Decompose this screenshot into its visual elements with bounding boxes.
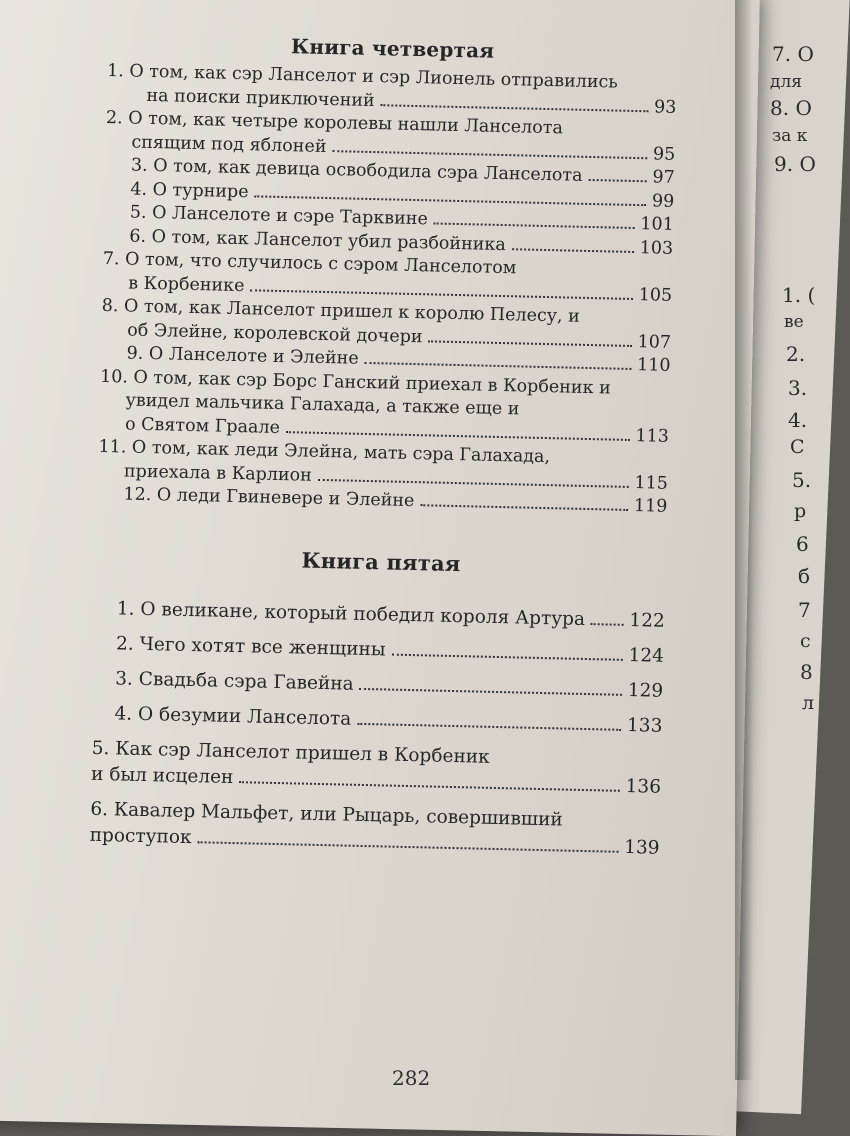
leader-dots [357,721,621,730]
toc-page-number: 105 [638,284,673,306]
toc-entry-title: 2. О том, как четыре королевы нашли Ланселота [105,107,564,139]
toc-entry-title-cont: увидел мальчика Галахада, а также еще и [125,390,520,420]
leader-dots [434,221,635,229]
toc-entry-title: 4. О турнире [130,179,249,202]
toc-entry-title: 5. О Ланселоте и сэре Тарквине [129,202,429,230]
right-fragment: 4. [788,408,808,432]
toc-entry-title: 9. О Ланселоте и Элейне [126,343,359,369]
toc-entry-title: 7. О том, что случилось с сэром Ланселотом [102,248,517,279]
toc-entry-title: 11. О том, как леди Элейна, мать сэра Галахада, [98,436,551,468]
right-fragment: 8. О [770,96,812,120]
leader-dots [591,622,623,626]
right-fragment: 8 [800,660,813,684]
toc-entry-title: 6. Кавалер Мальфет, или Рыцарь, совершивший [90,798,563,831]
leader-dots [332,149,647,159]
toc-entry [91,735,662,800]
right-fragment: 2. [786,342,806,366]
leader-dots [250,288,632,300]
right-fragment: 6 [796,532,809,556]
toc-entry-title: 10. О том, как сэр Борс Ганский приехал в Корбеник и [99,366,611,398]
toc-entry-title: 12. О леди Гвиневере и Элейне [123,484,415,512]
toc-entry-title-cont: спящим под яблоней [131,132,327,157]
leader-dots [239,780,619,792]
leader-dots [255,194,646,206]
toc-entry [99,365,670,448]
right-fragment: л [802,692,815,714]
toc-page-number: 103 [639,237,674,259]
toc-page-number: 124 [628,644,665,667]
right-fragment: с [800,630,811,652]
toc-page-number: 101 [640,214,674,235]
toc-entry-title: 3. О том, как девица освободила сэра Ланселота [130,155,583,186]
toc-entry-title-cont: об Элейне, королевской дочери [126,320,423,347]
right-fragment: за к [772,126,808,146]
toc-entry-title: 6. О том, как Ланселот убил разбойника [129,226,507,255]
toc-page-number: 133 [626,714,663,737]
right-fragment: 7 [798,598,811,622]
leader-dots [381,103,648,112]
toc-entry-title: 2. Чего хотят все женщины [115,632,386,660]
leader-dots [365,361,632,370]
toc-entry-title: 8. О том, как Ланселот пришел к королю Пелесу, и [101,295,581,327]
toc-page-number: 129 [627,679,664,702]
table-of-contents [89,30,678,870]
leader-dots [286,430,630,441]
right-fragment: для [770,72,802,92]
right-fragment: ве [784,312,804,332]
right-fragment: р [794,500,807,522]
toc-page-number: 119 [633,496,668,517]
toc-page-number: 110 [636,355,671,376]
book5-title: Книга пятая [301,547,461,576]
toc-entry-title: 1. О великане, который победил короля Артура [116,597,586,630]
right-fragment: 3. [788,376,808,400]
toc-entry-title-cont: и был исцелен [90,763,234,788]
leader-dots [420,503,628,511]
toc-entry [93,665,663,704]
toc-entry [92,700,662,739]
book5-entries [89,595,665,861]
leader-dots [428,339,631,347]
leader-dots [588,178,646,182]
toc-page-number: 113 [635,425,670,447]
right-fragment: б [798,564,811,588]
toc-page-number: 107 [637,331,672,353]
right-fragment: 9. О [774,152,816,176]
right-fragment: 1. ( [782,283,816,307]
toc-entry-title: 3. Свадьба сэра Гавейна [115,667,354,695]
toc-entry-title: 1. О том, как сэр Ланселот и сэр Лионель отправились [106,60,619,93]
toc-page-number: 136 [625,775,662,798]
right-fragment: С [790,436,805,458]
toc-entry-title-cont: в Корбенике [128,273,245,296]
toc-entry [95,595,665,634]
toc-entry [94,630,664,669]
toc-entry-title: 4. О безумии Ланселота [114,702,352,730]
toc-page-number: 93 [653,96,677,118]
leader-dots [391,652,622,660]
toc-page-number: 122 [629,609,665,632]
right-fragment: 7. О [772,42,814,66]
toc-entry-title-cont: проступок [89,824,192,848]
toc-page-number: 115 [634,472,669,494]
toc-entry-title-cont: о Святом Граале [124,413,281,438]
toc-page-number: 97 [652,167,676,188]
leader-dots [197,840,618,853]
leader-dots [360,686,622,695]
book4-entries [97,60,677,519]
right-fragment: 5. [792,468,812,492]
toc-page-number: 99 [651,190,675,212]
leader-dots [318,477,629,487]
toc-entry-title-cont: приехала в Карлион [123,460,313,486]
toc-page-number: 139 [624,836,660,859]
toc-page-number: 95 [652,143,676,165]
leader-dots [512,247,634,253]
toc-entry [89,796,660,861]
toc-entry-title: 5. Как сэр Ланселот пришел в Корбеник [91,737,490,768]
toc-entry-title-cont: на поиски приключений [146,85,375,111]
page-number: 282 [392,1066,431,1090]
book4-title: Книга четвертая [290,34,495,63]
